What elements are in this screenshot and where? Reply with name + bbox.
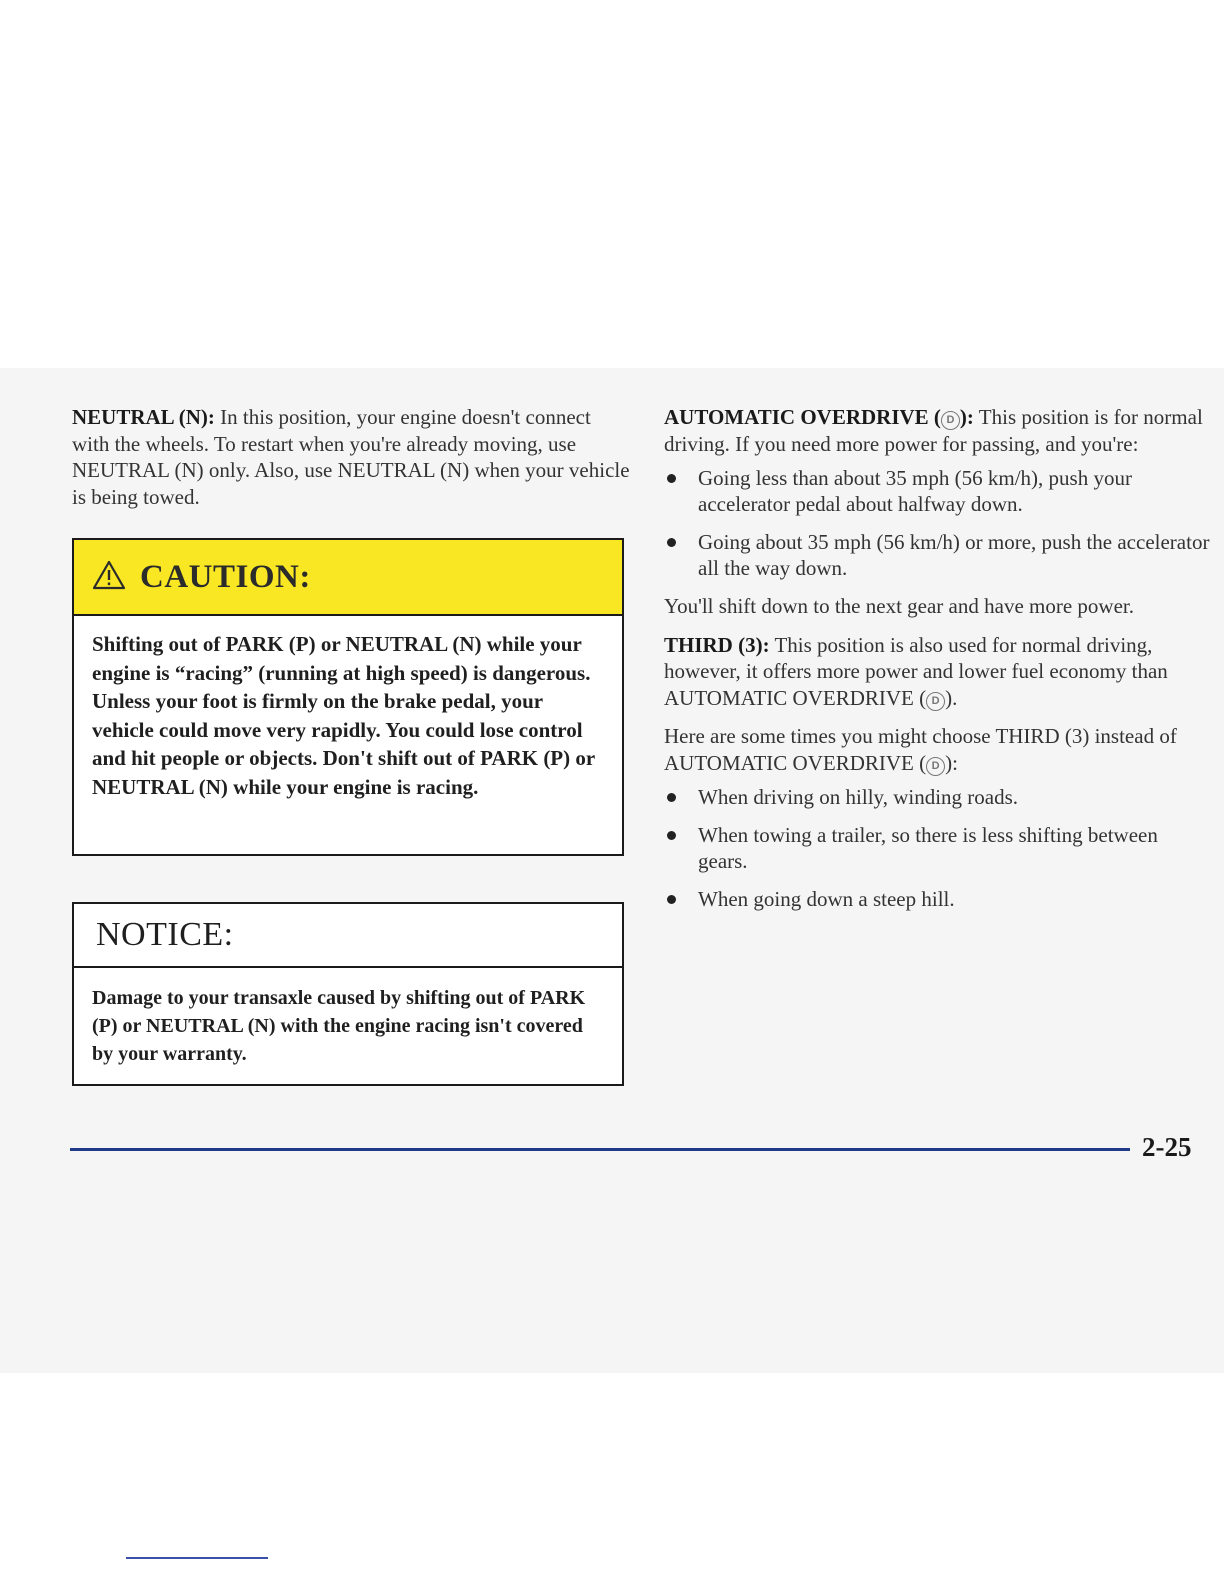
list-item-text: When towing a trailer, so there is less shifting between gears.: [698, 823, 1158, 873]
list-item-text: When driving on hilly, winding roads.: [698, 785, 1019, 809]
list-item-text: Going about 35 mph (56 km/h) or more, push the accelerator all the way down.: [698, 530, 1210, 580]
third-text: This position is also used for normal driving, however, it offers more power and lower fuel economy than AUTOMATIC OVERDRIVE (: [664, 632, 1168, 710]
overdrive-text: This position is for normal driving. If you need more power for passing, and you're:: [664, 405, 1203, 456]
neutral-heading: NEUTRAL (N):: [72, 405, 215, 429]
times-text-end: ):: [945, 750, 958, 775]
caution-box: [72, 538, 624, 856]
warning-triangle-icon: [92, 560, 126, 595]
page-number: 2-25: [1142, 1132, 1192, 1162]
third-bullet-list: [664, 784, 1212, 912]
overdrive-icon: D: [941, 411, 960, 430]
bullet-icon: [667, 831, 676, 840]
bullet-icon: [667, 895, 676, 904]
bullet-icon: [667, 474, 676, 483]
overdrive-paragraph: [664, 404, 1212, 457]
footer-rule: [70, 1148, 1130, 1151]
caution-body: Shifting out of PARK (P) or NEUTRAL (N) while your engine is “racing” (running at high speed) is dangerous. Unless your foot is firmly on the brake pedal, your vehicle could move very rapidly. You could lose control and hit people or objects. Don't shift out of PARK (P) or NEUTRAL (N) while your engine is racing.: [92, 632, 595, 799]
neutral-text: In this position, your engine doesn't connect with the wheels. To restart when you're already moving, use NEUTRAL (N) only. Also, use NEUTRAL (N) when your vehicle is being towed.: [72, 405, 630, 509]
overdrive-icon: D: [926, 692, 945, 711]
third-paragraph: [664, 632, 1212, 712]
shift-down-paragraph: You'll shift down to the next gear and have more power.: [664, 594, 1134, 618]
neutral-paragraph: [72, 404, 632, 510]
list-item: [664, 886, 1212, 912]
list-item-text: Going less than about 35 mph (56 km/h), push your accelerator pedal about halfway down.: [698, 466, 1132, 516]
list-item-text: When going down a steep hill.: [698, 887, 955, 911]
right-column: [664, 404, 1212, 924]
list-item: [664, 784, 1212, 810]
overdrive-heading-end: ):: [959, 405, 974, 429]
bottom-divider: [126, 1557, 268, 1559]
list-item: [664, 529, 1212, 581]
overdrive-heading: [664, 405, 974, 429]
notice-header: [74, 904, 622, 968]
bullet-icon: [667, 793, 676, 802]
overdrive-bullet-list: [664, 465, 1212, 581]
caution-title: CAUTION:: [140, 558, 311, 595]
notice-body: Damage to your transaxle caused by shifting out of PARK (P) or NEUTRAL (N) with the engine racing isn't covered by your warranty.: [92, 987, 586, 1065]
left-column: [72, 404, 632, 510]
third-heading: THIRD (3):: [664, 632, 770, 657]
caution-header: [74, 540, 622, 616]
notice-title: NOTICE:: [96, 916, 234, 953]
overdrive-icon: D: [926, 757, 945, 776]
bullet-icon: [667, 538, 676, 547]
list-item: [664, 465, 1212, 517]
times-paragraph: [664, 723, 1212, 776]
list-item: [664, 822, 1212, 874]
overdrive-heading-text: AUTOMATIC OVERDRIVE (: [664, 405, 941, 429]
notice-box: [72, 902, 624, 1086]
times-text: Here are some times you might choose THIRD (3) instead of AUTOMATIC OVERDRIVE (: [664, 724, 1177, 775]
third-text-end: ).: [945, 685, 958, 710]
